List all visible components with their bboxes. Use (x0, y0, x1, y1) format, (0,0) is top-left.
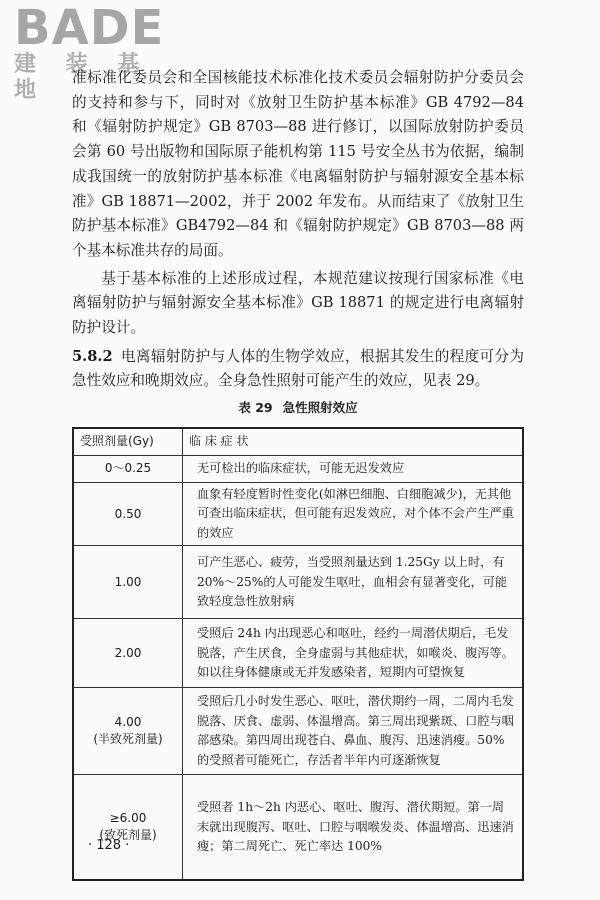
table-caption (72, 396, 524, 421)
header-dose: 受照剂量(Gy) (73, 428, 183, 456)
acute-effects-table (72, 427, 524, 882)
symptoms-cell: 受照后 24h 内出现恶心和呕吐，经约一周潜伏期后，毛发脱落，产生厌食，全身虚弱与其他症状，如喉炎、腹泻等。如以往身体健康或无并发感染者，短期内可望恢复 (183, 619, 524, 688)
body-paragraph-2: 基于基本标准的上述形成过程，本规范建议按现行国家标准《电离辐射防护与辐射源安全基本标准》GB 18871 的规定进行电离辐射防护设计。 (72, 269, 524, 337)
dose-value: 0～0.25 (104, 461, 152, 476)
dose-cell (73, 619, 183, 688)
symptoms-cell: 血象有轻度暂时性变化(如淋巴细胞、白细胞减少)，无其他可查出临床症状，但可能有迟发效应，对个体不会产生严重的效应 (183, 482, 524, 546)
symptoms-cell: 受照后几小时发生恶心、呕吐，潜伏期约一周，二周内毛发脱落、厌食、虚弱、体温增高。第三周出现紫斑、口腔与咽部感染。第四周出现苍白、鼻血、腹泻、迅速消瘦。50%的受照者可能死亡，存活者半年内可逐渐恢复 (183, 688, 524, 775)
section-text: 电离辐射防护与人体的生物学效应，根据其发生的程度可分为急性效应和晚期效应。全身急性照射可能产生的效应，见表 29。 (72, 347, 524, 390)
table-row (73, 619, 523, 688)
table-header-row (73, 428, 523, 456)
dose-value: ≥6.00 (109, 811, 147, 826)
symptoms-cell: 无可检出的临床症状，可能无迟发效应 (183, 455, 524, 482)
dose-cell (73, 455, 183, 482)
dose-note: (半致死剂量) (93, 732, 163, 747)
dose-value: 1.00 (114, 574, 142, 589)
table-row (73, 546, 523, 619)
page-number: · 128 · (88, 838, 130, 853)
header-symptoms: 临 床 症 状 (183, 428, 524, 456)
table-row (73, 455, 523, 482)
dose-cell (73, 775, 183, 881)
logo-subtitle: 建 装 基 地 (14, 52, 151, 103)
dose-value: 2.00 (114, 645, 142, 660)
section-paragraph (72, 345, 524, 394)
table-caption-number: 表 29 (238, 400, 273, 416)
page-content (72, 66, 524, 881)
section-number: 5.8.2 (72, 347, 113, 365)
symptoms-cell: 受照者 1h～2h 内恶心、呕吐、腹泻、潜伏期短。第一周末就出现腹泻、呕吐、口腔与咽喉发炎、体温增高、迅速消瘦；第二周死亡、死亡率达 100% (183, 775, 524, 881)
body-paragraph-1: 准标准化委员会和全国核能技术标准化技术委员会辐射防护分委员会的支持和参与下，同时对《放射卫生防护基本标准》GB 4792—84 和《辐射防护规定》GB 8703—88 进行修订，以国际放射防护委员会第 60 号出版物和国际原子能机构第 115 号安全丛书为依据，编制成我国统一的放射防护基本标准《电离辐射防护与辐射源安全基本标准》GB 18871—2002，并于 2002 年发布。从而结束了《放射卫生防护基本标准》GB4792—84 和《辐射防护规定》GB 8703—88 两个基本标准共存的局面。 (72, 69, 524, 259)
table-row (73, 775, 523, 881)
dose-value: 4.00 (114, 715, 142, 730)
table-row (73, 482, 523, 546)
symptoms-cell: 可产生恶心、疲劳，当受照剂量达到 1.25Gy 以上时，有 20%～25%的人可能发生呕吐，血相会有显著变化，可能致轻度急性放射病 (183, 546, 524, 619)
dose-note: (致死剂量) (99, 828, 157, 843)
dose-value: 0.50 (114, 506, 142, 521)
dose-cell (73, 546, 183, 619)
dose-cell (73, 688, 183, 775)
logo-brand: BADE (14, 0, 165, 56)
dose-cell (73, 482, 183, 546)
table-caption-title: 急性照射效应 (282, 400, 358, 416)
table-row (73, 688, 523, 775)
